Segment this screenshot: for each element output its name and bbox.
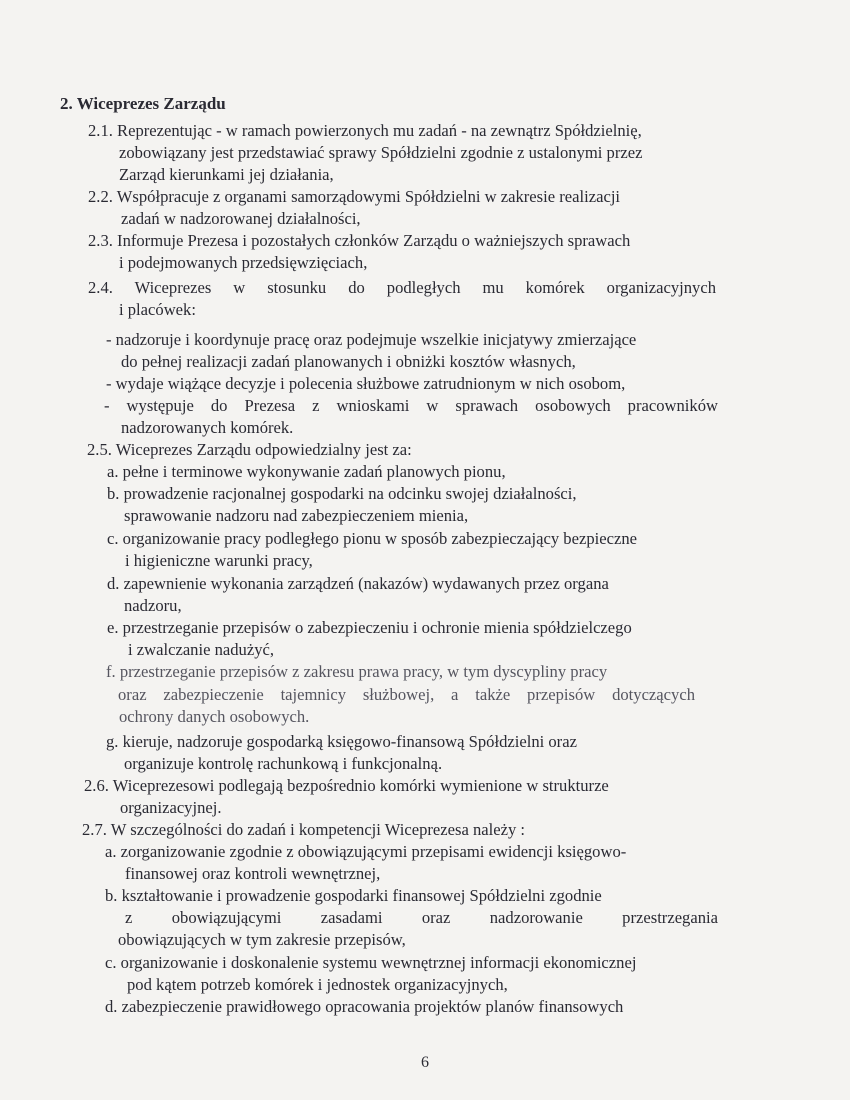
- text-line: 2.7. W szczególności do zadań i kompetencji Wiceprezesa należy :: [82, 820, 526, 839]
- page-number: 6: [421, 1054, 429, 1071]
- text-line: zadań w nadzorowanej działalności,: [121, 209, 361, 228]
- text-line: i podejmowanych przedsięwzięciach,: [119, 253, 368, 272]
- text-line: sprawowanie nadzoru nad zabezpieczeniem mienia,: [124, 506, 469, 525]
- text-line: 2.6. Wiceprezesowi podlegają bezpośrednio komórki wymienione w strukturze: [84, 776, 609, 795]
- text-line: zobowiązany jest przedstawiać sprawy Spółdzielni zgodnie z ustalonymi przez: [119, 143, 643, 162]
- text-line: c. organizowanie i doskonalenie systemu wewnętrznej informacji ekonomicznej: [105, 953, 637, 972]
- text-line: b. prowadzenie racjonalnej gospodarki na odcinku swojej działalności,: [107, 484, 577, 503]
- text-line: - występuje do Prezesa z wnioskami w sprawach osobowych pracowników: [104, 396, 718, 415]
- text-line: organizuje kontrolę rachunkową i funkcjonalną.: [124, 754, 443, 773]
- text-line: d. zapewnienie wykonania zarządzeń (nakazów) wydawanych przez organa: [107, 574, 609, 593]
- text-line: i zwalczanie nadużyć,: [128, 640, 275, 659]
- text-line: - wydaje wiążące decyzje i polecenia służbowe zatrudnionym w nich osobom,: [106, 374, 626, 393]
- text-line: ochrony danych osobowych.: [119, 707, 310, 726]
- text-line: g. kieruje, nadzoruje gospodarką księgowo-finansową Spółdzielni oraz: [106, 732, 577, 751]
- text-line: 2.1. Reprezentując - w ramach powierzonych mu zadań - na zewnątrz Spółdzielnię,: [88, 121, 642, 140]
- text-line: d. zabezpieczenie prawidłowego opracowania projektów planów finansowych: [105, 997, 624, 1016]
- text-line: a. zorganizowanie zgodnie z obowiązującymi przepisami ewidencji księgowo-: [105, 842, 627, 861]
- text-line: do pełnej realizacji zadań planowanych i obniżki kosztów własnych,: [121, 352, 576, 371]
- text-line: z obowiązującymi zasadami oraz nadzorowanie przestrzegania: [125, 908, 718, 927]
- text-line: obowiązujących w tym zakresie przepisów,: [118, 930, 406, 949]
- text-line: pod kątem potrzeb komórek i jednostek organizacyjnych,: [127, 975, 508, 994]
- text-line: e. przestrzeganie przepisów o zabezpieczeniu i ochronie mienia spółdzielczego: [107, 618, 632, 637]
- text-line: organizacyjnej.: [120, 798, 222, 817]
- text-line: oraz zabezpieczenie tajemnicy służbowej, a także przepisów dotyczących: [118, 685, 695, 704]
- text-line: Zarząd kierunkami jej działania,: [119, 165, 334, 184]
- section-title: 2. Wiceprezes Zarządu: [60, 94, 226, 113]
- text-line: b. kształtowanie i prowadzenie gospodarki finansowej Spółdzielni zgodnie: [105, 886, 602, 905]
- text-line: 2.3. Informuje Prezesa i pozostałych członków Zarządu o ważniejszych sprawach: [88, 231, 631, 250]
- text-line: 2.2. Współpracuje z organami samorządowymi Spółdzielni w zakresie realizacji: [88, 187, 621, 206]
- text-line: 2.5. Wiceprezes Zarządu odpowiedzialny jest za:: [87, 440, 412, 459]
- text-line: i higieniczne warunki pracy,: [125, 551, 313, 570]
- text-line: nadzoru,: [124, 596, 182, 615]
- text-line: nadzorowanych komórek.: [121, 418, 294, 437]
- text-line: finansowej oraz kontroli wewnętrznej,: [125, 864, 381, 883]
- text-line: a. pełne i terminowe wykonywanie zadań planowych pionu,: [107, 462, 506, 481]
- text-line: c. organizowanie pracy podległego pionu w sposób zabezpieczający bezpieczne: [107, 529, 637, 548]
- text-line: - nadzoruje i koordynuje pracę oraz podejmuje wszelkie inicjatywy zmierzające: [106, 330, 637, 349]
- text-line: f. przestrzeganie przepisów z zakresu prawa pracy, w tym dyscypliny pracy: [106, 662, 608, 681]
- text-line: 2.4. Wiceprezes w stosunku do podległych mu komórek organizacyjnych: [88, 278, 716, 297]
- text-line: i placówek:: [119, 300, 196, 319]
